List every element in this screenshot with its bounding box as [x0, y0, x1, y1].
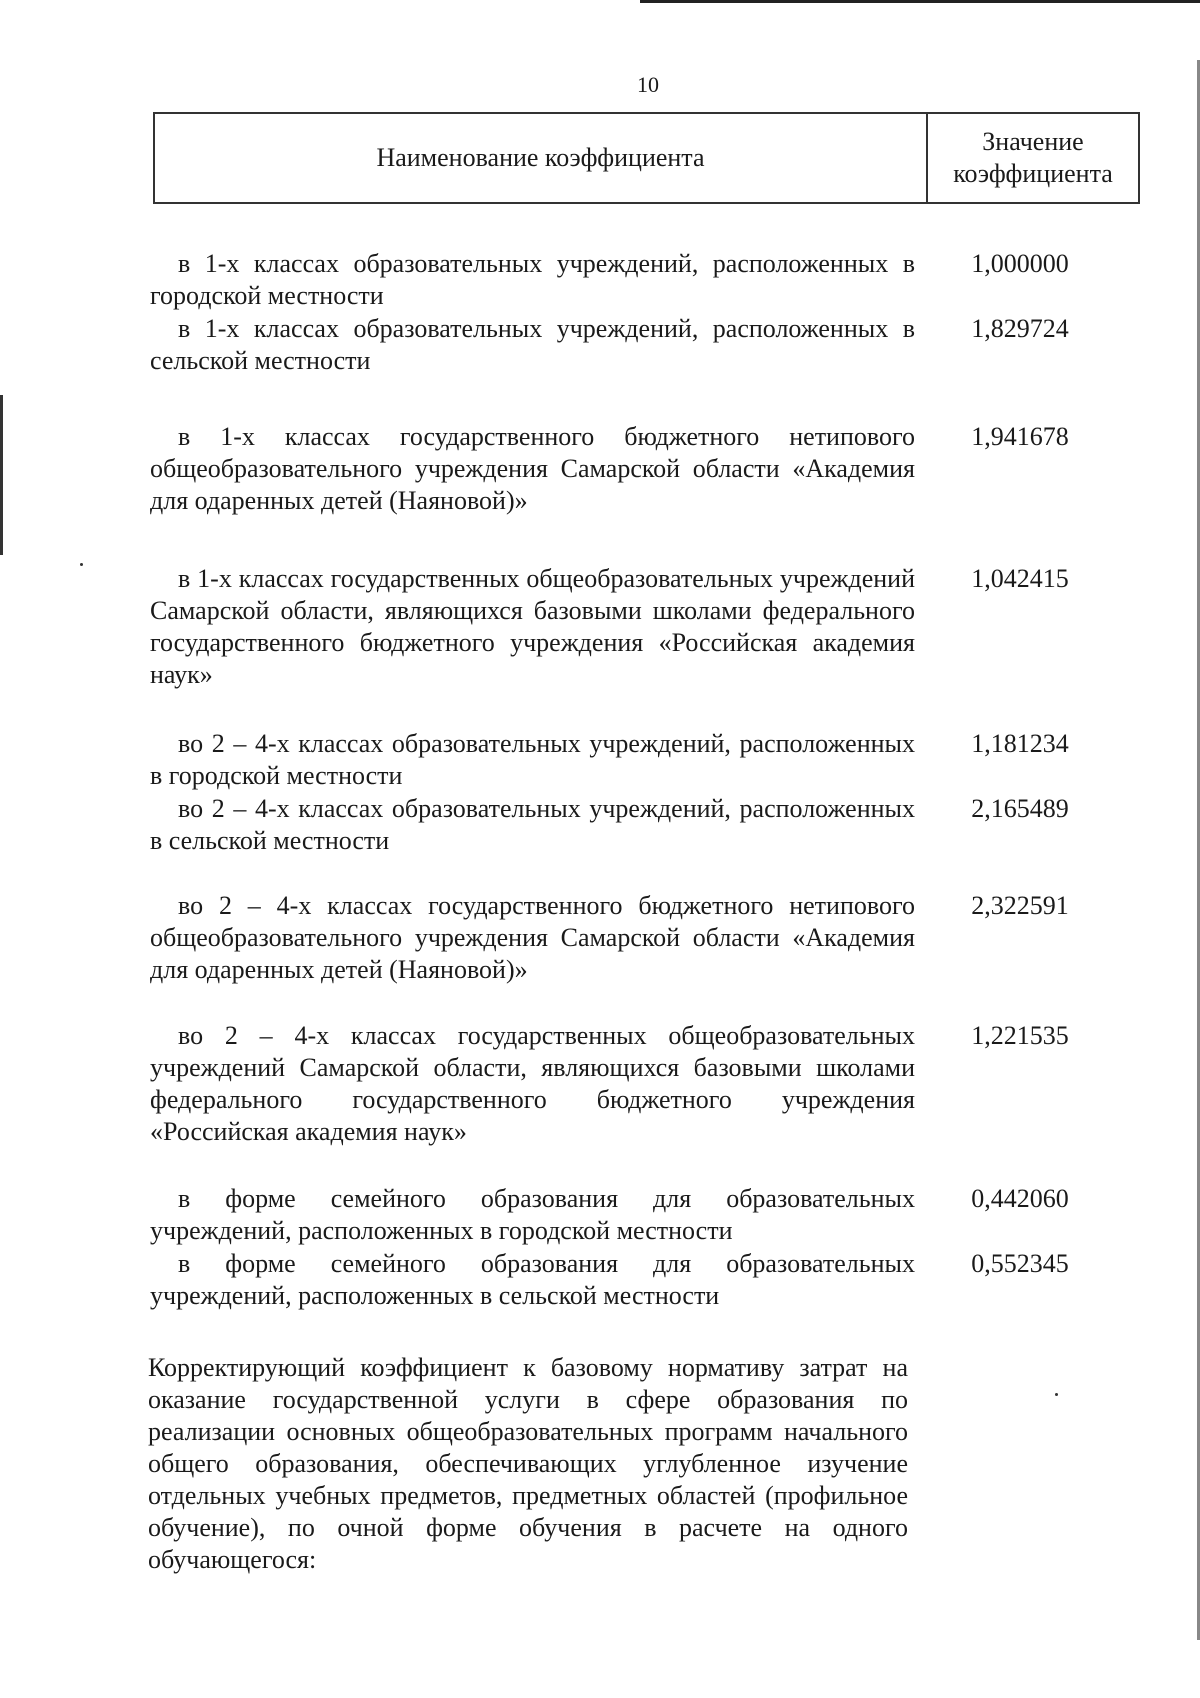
- coefficient-value: 1,181234: [971, 729, 1069, 758]
- scan-speck: [80, 563, 83, 566]
- coefficient-value: 1,941678: [971, 422, 1069, 451]
- coefficient-value: 2,165489: [971, 794, 1069, 823]
- coefficient-value: 0,552345: [971, 1249, 1069, 1278]
- scan-edge-left: [0, 395, 3, 555]
- coefficient-value: 1,000000: [971, 249, 1069, 278]
- scan-edge-top: [640, 0, 1200, 3]
- page-number: 10: [637, 72, 659, 97]
- coefficient-value: 1,221535: [971, 1021, 1069, 1050]
- coefficient-name: в 1-х классах образовательных учреждений, расположенных в сельской местности: [150, 314, 915, 375]
- coefficient-name: во 2 – 4-х классах образовательных учреждений, расположенных в сельской местности: [150, 794, 915, 855]
- coefficient-value: 1,042415: [971, 564, 1069, 593]
- coefficient-value: 1,829724: [971, 314, 1069, 343]
- coefficient-value: 2,322591: [971, 891, 1069, 920]
- table-header: [153, 112, 1140, 204]
- coefficient-value: 0,442060: [971, 1184, 1069, 1213]
- scan-speck: [1055, 1393, 1058, 1396]
- coefficient-name: во 2 – 4-х классах государственного бюджетного нетипового общеобразовательного учреждения Самарской области «Академия для одаренных детей (Наяновой)»: [150, 891, 915, 984]
- coefficient-name: в 1-х классах государственных общеобразовательных учреждений Самарской области, являющихся базовыми школами федерального государственного бюджетного учреждения «Российская академия наук»: [150, 564, 915, 689]
- coefficient-name: в 1-х классах образовательных учреждений, расположенных в городской местности: [150, 249, 915, 310]
- coefficient-name: в 1-х классах государственного бюджетного нетипового общеобразовательного учреждения Самарской области «Академия для одаренных детей (Наяновой)»: [150, 422, 915, 515]
- coefficient-name: в форме семейного образования для образовательных учреждений, расположенных в сельской местности: [150, 1249, 915, 1310]
- coefficient-name: во 2 – 4-х классах образовательных учреждений, расположенных в городской местности: [150, 729, 915, 790]
- coefficient-name: в форме семейного образования для образовательных учреждений, расположенных в городской местности: [150, 1184, 915, 1245]
- header-value-column: Значение коэффициента: [953, 127, 1113, 188]
- coefficient-name: во 2 – 4-х классах государственных общеобразовательных учреждений Самарской области, являющихся базовыми школами федерального государственного бюджетного учреждения «Российская академия наук»: [150, 1021, 915, 1146]
- header-name-column: Наименование коэффициента: [155, 114, 928, 202]
- closing-paragraph: Корректирующий коэффициент к базовому нормативу затрат на оказание государственной услуги в сфере образования по реализации основных общеобразовательных программ начального общего образования, обеспечивающих углубленное изучение отдельных учебных предметов, предметных областей (профильное обучение), по очной форме обучения в расчете на одного обучающегося:: [148, 1353, 908, 1574]
